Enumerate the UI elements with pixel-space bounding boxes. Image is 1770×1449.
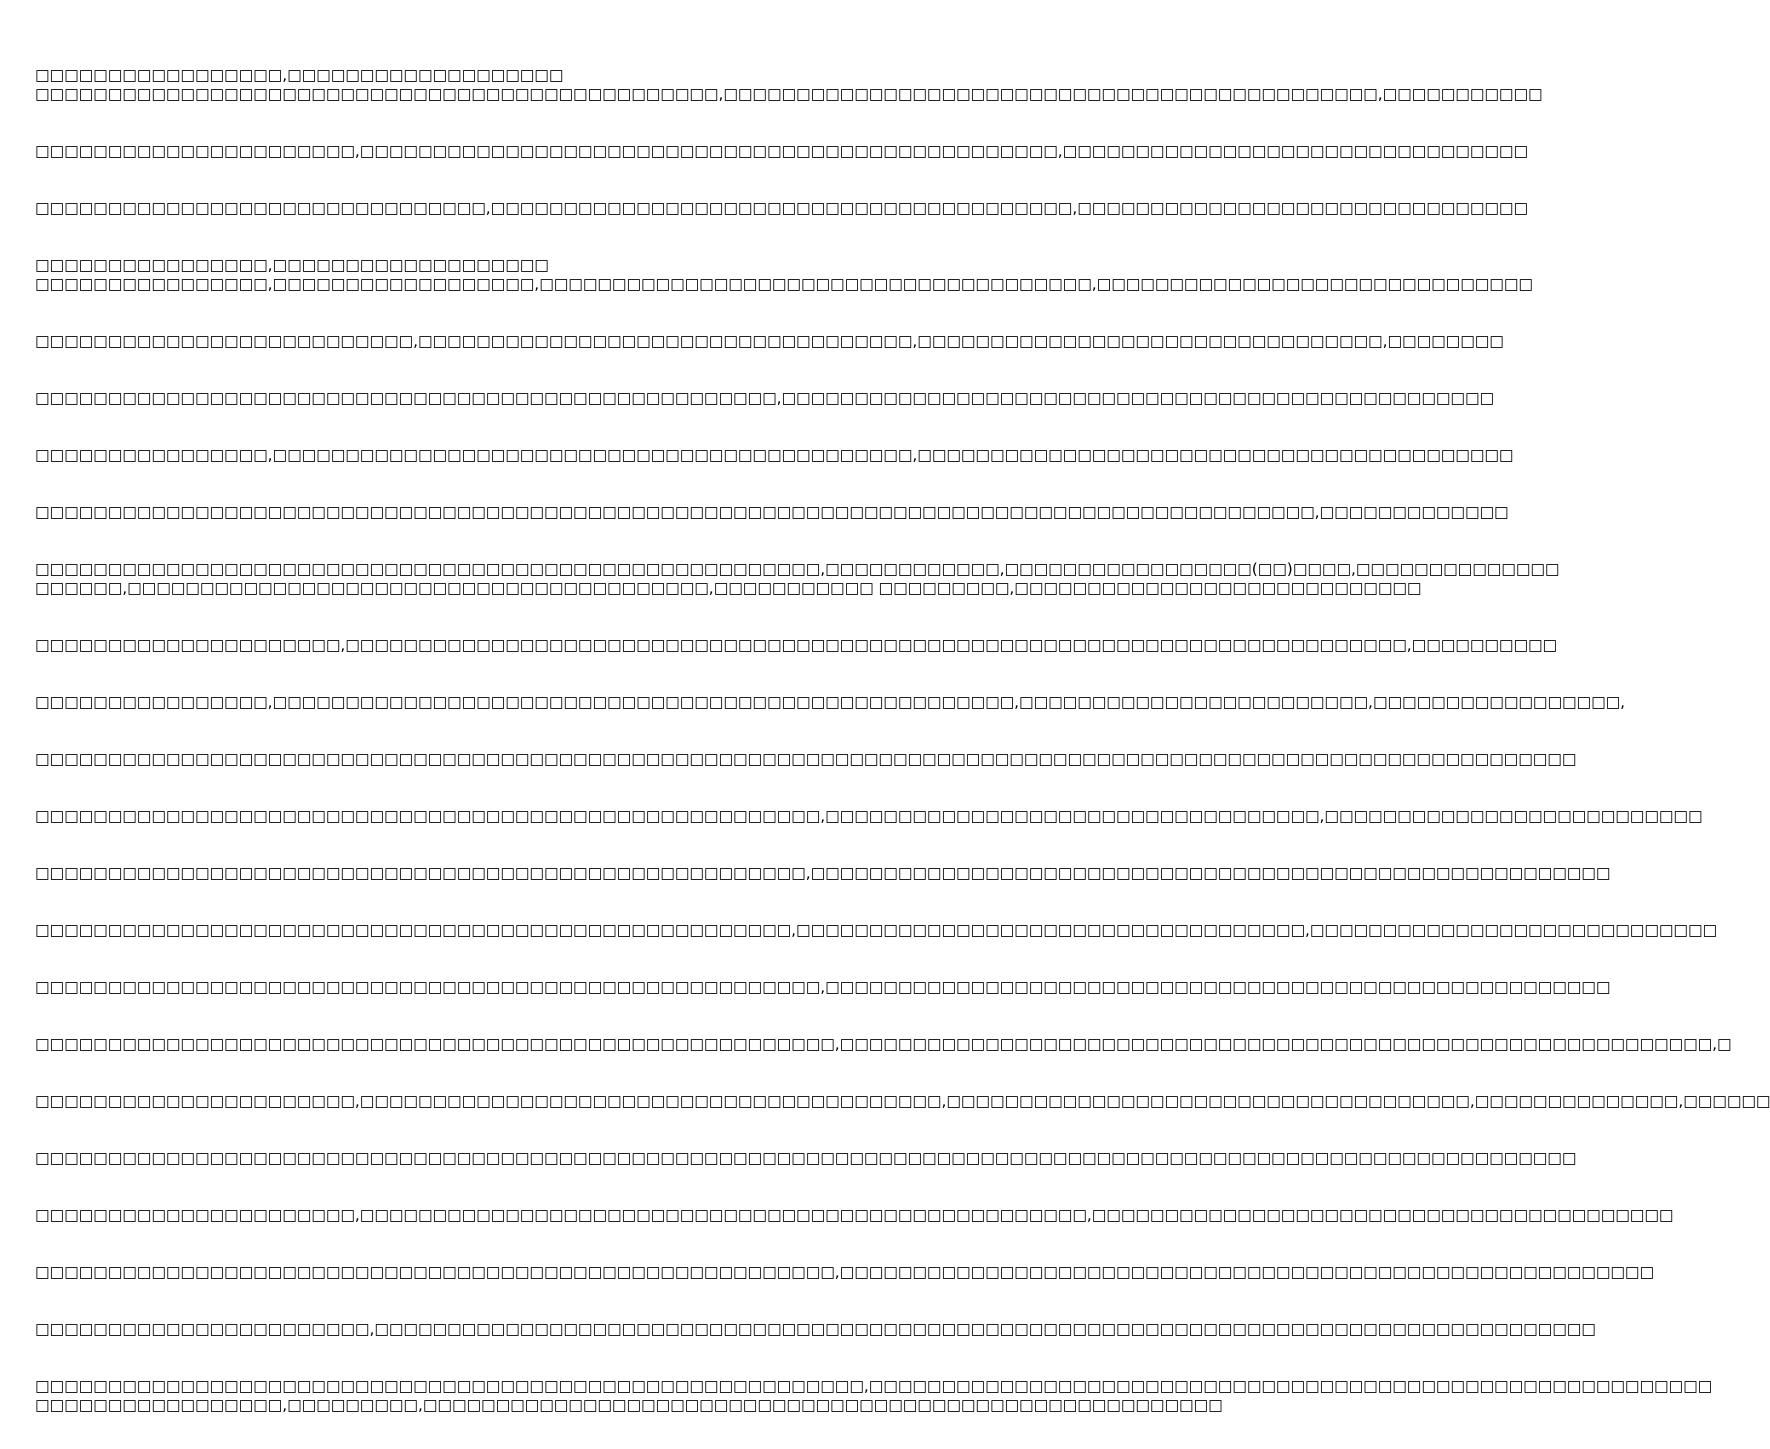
paragraph-heading-1	[35, 66, 990, 85]
text-line: □□□□□□□□□□□□□□□□□□□□□□□□□□□□□□□□□□□□□□□□□□□□□□□□□□□□□□□□□□□□□□□□□□□□□□□□□□□□□□□□□□□□□□□□□□□□□□□□□□□□□□□□□□	[35, 1149, 1577, 1167]
paragraph	[35, 275, 1533, 294]
paragraph	[35, 1263, 1654, 1282]
paragraph	[35, 1320, 1596, 1339]
text-line: □□□□□□□□□□□□□□□□□□□□□□□□□□□□□□□□□□□□□□□□□□□□□□□□□□□□□□□□□,□□□□□□□□□□□□□□□□□□□□□□□□□□□□□□□□□□□□□□□□□□□□□□□□□□□□□□□□□□	[35, 1377, 1713, 1395]
text-line: □□□□□□□□□□□□□□□□□□□□□□□□□□□□□□□□□□□□□□□□□□□□□□□□□□□,□□□□□□□□□□□□□□□□□□□□□□□□□□□□□□□□□□□□□□□□□□□□□□□□□	[35, 389, 1495, 407]
text-line: □□□□□□□□□□□□□□□□□□□□□□□□□□□□□□□□□□□□□□□□□□□□□□□,□□□□□□□□□□□□□□□□□□□□□□□□□□□□□□□□□□□□□□□□□□□□□,□□□□□□□□□□□	[35, 85, 1543, 103]
text-line: □□□□□□□□□□□□□□□□□□□□□□□□□□,□□□□□□□□□□□□□□□□□□□□□□□□□□□□□□□□□□,□□□□□□□□□□□□□□□□□□□□□□□□□□□□□□□□,□□□□□□□□	[35, 332, 1504, 350]
text-line: □□□□□□□□□□□□□□□□□□□□□□□□□□□□□□□□□□□□□□□□□□□□□□□□□□□□□□□,□□□□□□□□□□□□□□□□□□□□□□□□□□□□□□□□□□□□□□□□□□□□□□□□□□□□□□□□□□□□,□	[35, 1035, 1732, 1053]
paragraph	[35, 85, 1543, 104]
text-line: □□□□□□□□□□□□□□□□□,□□□□□□□□□□□□□□□□□□□	[35, 66, 564, 84]
paragraph	[35, 332, 1504, 351]
paragraph	[35, 864, 1611, 883]
paragraph	[35, 1149, 1577, 1168]
text-line: □□□□□□□□□□□□□□□□,□□□□□□□□□□□□□□□□□□□□□□□□□□□□□□□□□□□□□□□□□□□□,□□□□□□□□□□□□□□□□□□□□□□□□□□□□□□□□□□□□□□□□□	[35, 446, 1514, 464]
text-line: □□□□□□,□□□□□□□□□□□□□□□□□□□□□□□□□□□□□□□□□□□□□□□□,□□□□□□□□□□□ □□□□□□□□□,□□□□□□□□□□□□□□□□□□□□□□□□□□□□	[35, 579, 1422, 597]
text-line: □□□□□□□□□□□□□□□□□□□□□□□□□□□□□□□□□□□□□□□□□□□□□□□□□□□□□□□□□□□□□□□□□□□□□□□□□□□□□□□□□□□□□□□□□□□□□□□□□□□□□□□□□□	[35, 750, 1577, 768]
text-line: □□□□□□□□□□□□□□□□□□□□□,□□□□□□□□□□□□□□□□□□□□□□□□□□□□□□□□□□□□□□□□□□□□□□□□□□□□□□□□□□□□□□□□□□□□□□□□□,□□□□□□□□□□	[35, 636, 1558, 654]
text-line: □□□□□□□□□□□□□□□□□□□□□□□□□□□□□□□□□□□□□□□□□□□□□□□□□□□□□□□,□□□□□□□□□□□□□□□□□□□□□□□□□□□□□□□□□□□□□□□□□□□□□□□□□□□□□□□□	[35, 1263, 1654, 1281]
paragraph	[35, 503, 1509, 522]
paragraph	[35, 446, 1514, 465]
text-line: □□□□□□□□□□□□□□□□□,□□□□□□□□□,□□□□□□□□□□□□□□□□□□□□□□□□□□□□□□□□□□□□□□□□□□□□□□□□□□□□□□□	[35, 1396, 1223, 1414]
paragraph-heading-2	[35, 256, 990, 275]
text-line: □□□□□□□□□□□□□□□□□□□□□□,□□□□□□□□□□□□□□□□□□□□□□□□□□□□□□□□□□□□□□□□□□□□□□□□□□,□□□□□□□□□□□□□□□□□□□□□□□□□□□□□□□□□□□□□□□□	[35, 1206, 1674, 1224]
text-line: □□□□□□□□□□□□□□□□□□□□□□□□□□□□□□□□□□□□□□□□□□□□□□□□□□□□□□,□□□□□□□□□□□□□□□□□□□□□□□□□□□□□□□□□□□□□□□□□□□□□□□□□□□□□□	[35, 978, 1611, 996]
paragraph	[35, 1092, 1770, 1111]
paragraph	[35, 1377, 1713, 1415]
text-line: □□□□□□□□□□□□□□□□□□□□□□□□□□□□□□□□□□□□□□□□□□□□□□□□□□□□□□,□□□□□□□□□□□□□□□□□□□□□□□□□□□□□□□□□□,□□□□□□□□□□□□□□□□□□□□□□□□□□	[35, 807, 1703, 825]
text-line: □□□□□□□□□□□□□□□□□□□□□□□□□□□□□□□□□□□□□□□□□□□□□□□□□□□□□□□□□□□□□□□□□□□□□□□□□□□□□□□□□□□□□□□□,□□□□□□□□□□□□□	[35, 503, 1509, 521]
paragraph	[35, 560, 1560, 598]
paragraph	[35, 142, 1529, 161]
paragraph	[35, 807, 1703, 826]
text-line: □□□□□□□□□□□□□□□□□□□□□□,□□□□□□□□□□□□□□□□□□□□□□□□□□□□□□□□□□□□□□□□,□□□□□□□□□□□□□□□□□□□□□□□□□□□□□□□□□□□□,□□□□□□□□□□□□□□,□□□□□□	[35, 1092, 1770, 1110]
paragraph	[35, 636, 1558, 655]
text-line: □□□□□□□□□□□□□□□□,□□□□□□□□□□□□□□□□□□□□□□□□□□□□□□□□□□□□□□□□□□□□□□□□□□□,□□□□□□□□□□□□□□□□□□□□□□□□,□□□□□□□□□□□□□□□□□,	[35, 693, 1626, 711]
text-line: □□□□□□□□□□□□□□□□□□□□□□□□□□□□□□□□□□□□□□□□□□□□□□□□□□□□,□□□□□□□□□□□□□□□□□□□□□□□□□□□□□□□□□□□,□□□□□□□□□□□□□□□□□□□□□□□□□□□□	[35, 921, 1718, 939]
paragraph	[35, 1206, 1674, 1225]
document-page	[35, 66, 1770, 1414]
paragraph	[35, 921, 1718, 940]
paragraph	[35, 199, 1529, 218]
text-line: □□□□□□□□□□□□□□□□,□□□□□□□□□□□□□□□□□□,□□□□□□□□□□□□□□□□□□□□□□□□□□□□□□□□□□□□□□,□□□□□□□□□□□□□□□□□□□□□□□□□□□□□□	[35, 275, 1533, 293]
text-line: □□□□□□□□□□□□□□□□□□□□□□,□□□□□□□□□□□□□□□□□□□□□□□□□□□□□□□□□□□□□□□□□□□□□□□□,□□□□□□□□□□□□□□□□□□□□□□□□□□□□□□□□	[35, 142, 1529, 160]
text-line: □□□□□□□□□□□□□□□□□□□□□□□□□□□□□□□□□□□□□□□□□□□□□□□□□□□□□□,□□□□□□□□□□□□,□□□□□□□□□□□□□□□□□(□□)□□□□,□□□□□□□□□□□□□□	[35, 560, 1560, 578]
text-line: □□□□□□□□□□□□□□□□□□□□□□□□□□□□□□□□□□□□□□□□□□□□□□□□□□□□□,□□□□□□□□□□□□□□□□□□□□□□□□□□□□□□□□□□□□□□□□□□□□□□□□□□□□□□□	[35, 864, 1611, 882]
text-line: □□□□□□□□□□□□□□□□,□□□□□□□□□□□□□□□□□□□	[35, 256, 549, 274]
paragraph	[35, 693, 1626, 712]
paragraph	[35, 978, 1611, 997]
text-line: □□□□□□□□□□□□□□□□□□□□□□□,□□□□□□□□□□□□□□□□□□□□□□□□□□□□□□□□□□□□□□□□□□□□□□□□□□□□□□□□□□□□□□□□□□□□□□□□□□□□□□□□□□□□	[35, 1320, 1596, 1338]
paragraph	[35, 389, 1495, 408]
text-line: □□□□□□□□□□□□□□□□□□□□□□□□□□□□□□□,□□□□□□□□□□□□□□□□□□□□□□□□□□□□□□□□□□□□□□□□,□□□□□□□□□□□□□□□□□□□□□□□□□□□□□□□	[35, 199, 1529, 217]
paragraph	[35, 1035, 1732, 1054]
paragraph	[35, 750, 1577, 769]
